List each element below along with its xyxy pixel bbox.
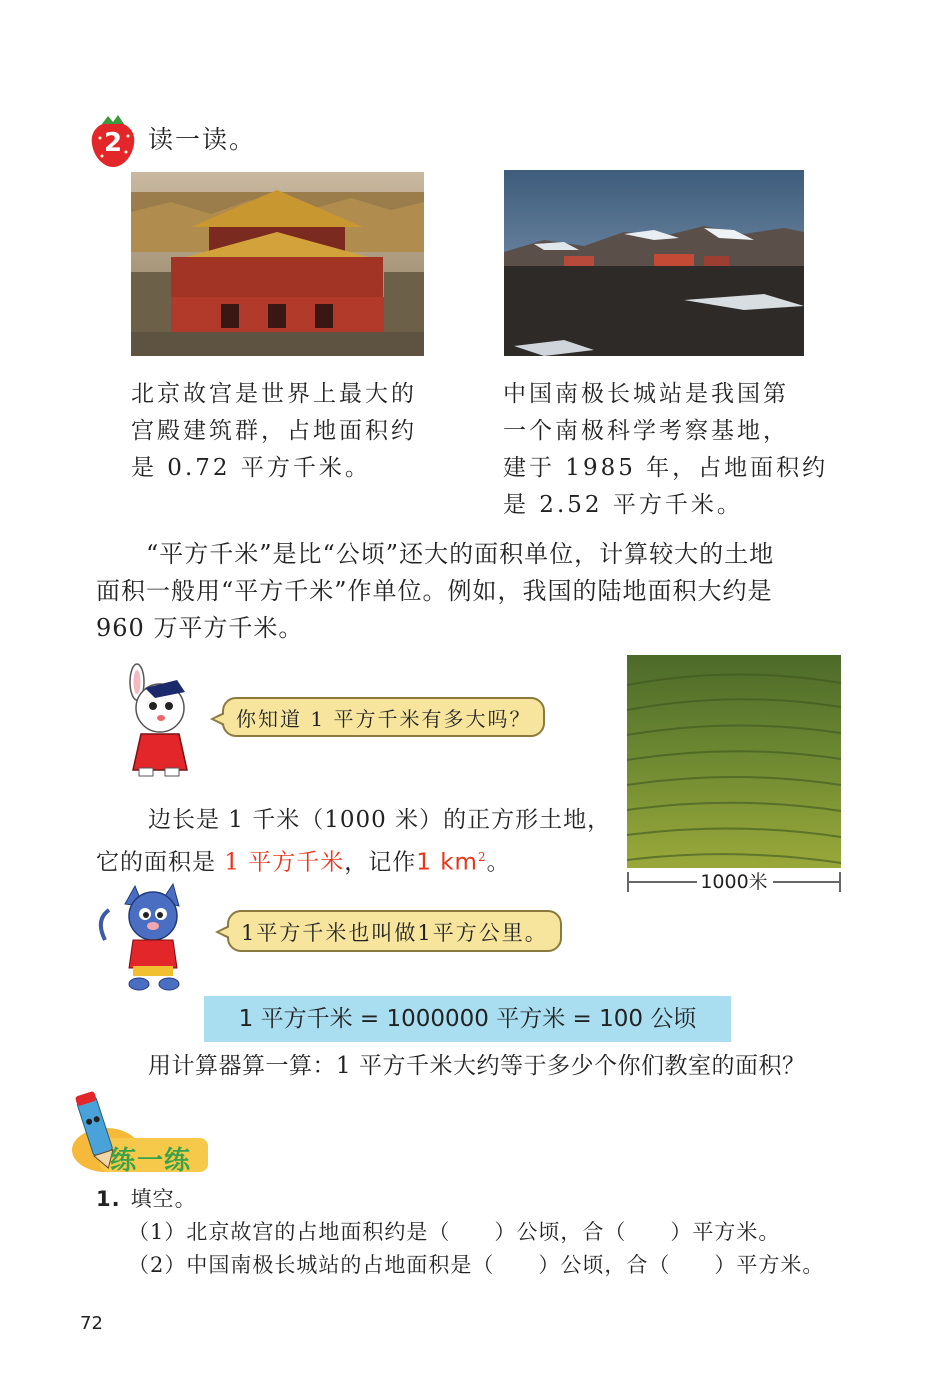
definition-prefix: 它的面积是 — [96, 849, 225, 876]
definition-sup: 2 — [477, 850, 487, 864]
exercise-header — [96, 1183, 876, 1216]
exercise-item: （1）北京故宫的占地面积约是（ ）公顷，合（ ）平方米。 — [128, 1220, 781, 1244]
rabbit-mascot-icon — [115, 662, 205, 782]
strawberry-number-icon — [90, 112, 136, 168]
antarctic-caption-line: 建于 1985 年，占地面积约 — [503, 455, 829, 481]
antarctic-caption-line: 一个南极科学考察基地， — [503, 418, 789, 444]
field-width-dimension — [627, 870, 841, 894]
tea-field-photo — [627, 655, 841, 868]
cat-mascot-icon — [95, 880, 195, 992]
definition-highlight: 1 平方千米 — [224, 849, 345, 876]
intro-line: 960 万平方千米。 — [96, 614, 304, 642]
palace-caption-line: 北京故宫是世界上最大的 — [131, 381, 417, 407]
section-title: 读一读。 — [148, 125, 257, 154]
definition-end: 。 — [486, 849, 511, 876]
palace-caption — [131, 376, 461, 487]
definition-unit: 1 km — [416, 849, 478, 876]
definition-text — [96, 802, 616, 882]
exercise-number: 1. — [96, 1187, 121, 1211]
forbidden-city-photo — [131, 172, 424, 356]
field-width-label: 1000米 — [700, 871, 768, 893]
definition-mid: ，记作 — [344, 849, 417, 876]
great-wall-station-photo — [504, 170, 804, 356]
conversion-formula: 1 平方千米 = 1000000 平方米 = 100 公顷 — [204, 996, 731, 1042]
palace-caption-line: 是 0.72 平方千米。 — [131, 455, 371, 481]
exercise-title: 填空。 — [130, 1187, 197, 1211]
cat-speech-bubble: 1平方千米也叫做1平方公里。 — [227, 910, 562, 952]
definition-line-1: 边长是 1 千米（1000 米）的正方形土地， — [148, 807, 612, 833]
antarctic-caption-line: 中国南极长城站是我国第 — [503, 381, 789, 407]
rabbit-speech-bubble: 你知道 1 平方千米有多大吗？ — [222, 697, 545, 737]
intro-line: “平方千米”是比“公顷”还大的面积单位，计算较大的土地 — [146, 540, 775, 568]
page-number: 72 — [80, 1313, 103, 1334]
calculator-prompt: 用计算器算一算：1 平方千米大约等于多少个你们教室的面积？ — [148, 1053, 806, 1079]
palace-caption-line: 宫殿建筑群，占地面积约 — [131, 418, 417, 444]
exercise-1 — [96, 1183, 876, 1282]
practice-banner — [66, 1090, 216, 1176]
exercise-item: （2）中国南极长城站的占地面积是（ ）公顷，合（ ）平方米。 — [128, 1253, 825, 1277]
definition-line-2 — [96, 839, 616, 882]
antarctic-caption — [503, 376, 833, 524]
intro-paragraph — [96, 536, 866, 647]
section-number: 2 — [103, 128, 123, 158]
intro-line: 面积一般用“平方千米”作单位。例如，我国的陆地面积大约是 — [96, 577, 773, 605]
practice-banner-label: 练一练 — [110, 1146, 192, 1176]
antarctic-caption-line: 是 2.52 平方千米。 — [503, 492, 743, 518]
